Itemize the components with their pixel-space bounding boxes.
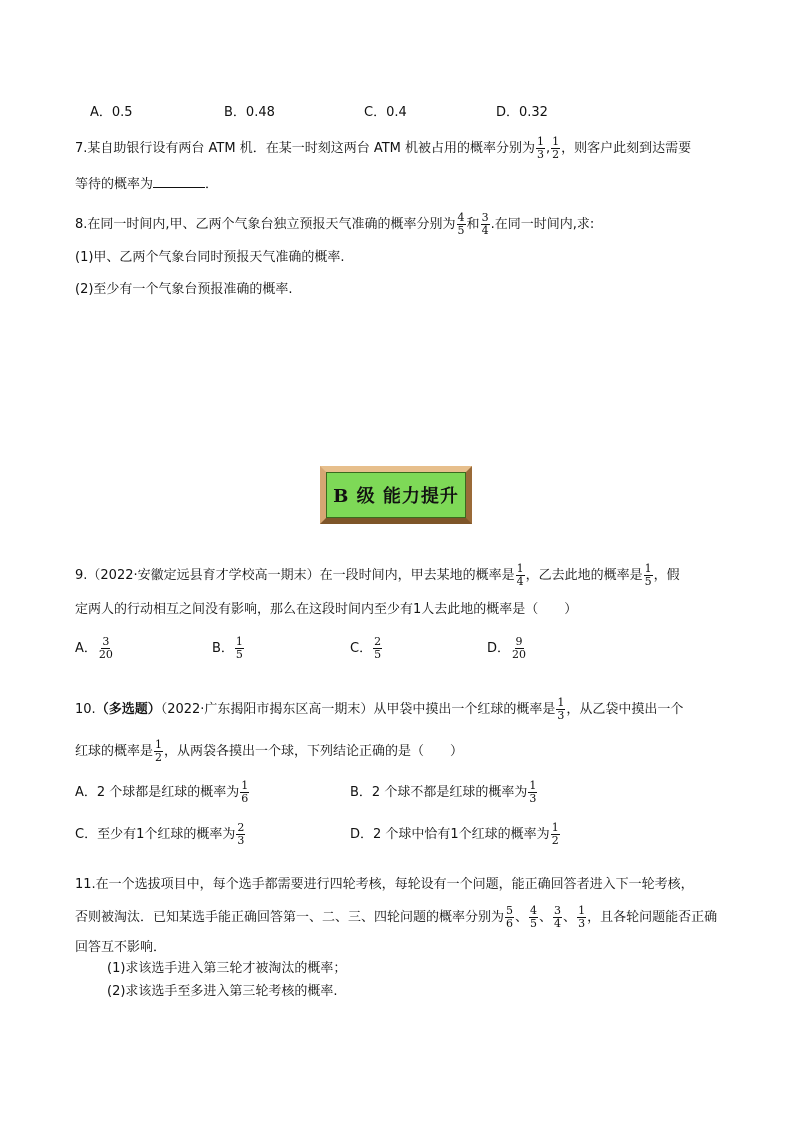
q10-line-1: 10.（多选题）（2022·广东揭阳市揭东区高一期末）从甲袋中摸出一个红球的概率是 $\frac{1}{3}$ ，从乙袋中摸出一个: [75, 696, 684, 722]
q9-line-2: 定两人的行动相互之间没有影响，那么在这段时间内至少有1人去此地的概率是（ ）: [75, 602, 578, 617]
q9-option-d: D． $\frac{9}{20}$: [487, 635, 527, 661]
q10-option-b: B．2 个球不都是红球的概率为 $\frac{1}{3}$: [350, 779, 537, 805]
q11-line-1: 11.在一个选拔项目中，每个选手都需要进行四轮考核，每轮设有一个问题，能正确回答者进入下一轮考核，: [75, 877, 694, 892]
q11-line-3: 回答互不影响．: [75, 940, 167, 955]
q9-option-a: A． $\frac{3}{20}$: [75, 635, 113, 661]
q6-option-d: D．0.32: [496, 105, 548, 120]
q8-line-1: 8.在同一时间内,甲、乙两个气象台独立预报天气准确的概率分别为 $\frac{4}{5}$ 和 $\frac{3}{4}$ .在同一时间内,求:: [75, 211, 595, 237]
q9-fraction-2: $\frac{1}{5}$: [644, 562, 652, 588]
q9-option-c: C． $\frac{2}{5}$: [350, 635, 382, 661]
q7-fraction-1: $\frac{1}{3}$: [537, 135, 545, 161]
q10-fraction-1: $\frac{1}{3}$: [557, 696, 565, 722]
q10-option-c: C．至少有1个红球的概率为 $\frac{2}{3}$: [75, 821, 245, 847]
q10-line-2: 红球的概率是 $\frac{1}{2}$ ，从两袋各摸出一个球，下列结论正确的是（ ）: [75, 738, 464, 764]
q11-subquestion-2: (2)求该选手至多进入第三轮考核的概率.: [107, 984, 338, 999]
q8-subquestion-1: (1)甲、乙两个气象台同时预报天气准确的概率.: [75, 250, 345, 265]
q7-line-1: 7.某自助银行设有两台 ATM 机．在某一时刻这两台 ATM 机被占用的概率分别为 $\frac{1}{3}$ , $\frac{1}{2}$ ，则客户此刻到达需要: [75, 135, 692, 161]
q10-option-d: D．2 个球中恰有1个红球的概率为 $\frac{1}{2}$: [350, 821, 559, 847]
q8-subquestion-2: (2)至少有一个气象台预报准确的概率.: [75, 282, 293, 297]
q7-fraction-2: $\frac{1}{2}$: [552, 135, 560, 161]
q6-option-a: A．0.5: [90, 105, 133, 120]
q6-option-b: B．0.48: [224, 105, 275, 120]
q10-fraction-2: $\frac{1}{2}$: [155, 738, 163, 764]
answer-blank: [153, 173, 205, 188]
q6-option-c: C．0.4: [364, 105, 407, 120]
q8-fraction-2: $\frac{3}{4}$: [481, 211, 489, 237]
section-banner: [320, 466, 472, 524]
q9-option-b: B． $\frac{1}{5}$: [212, 635, 243, 661]
multi-choice-tag: （多选题）: [95, 702, 161, 717]
q9-fraction-1: $\frac{1}{4}$: [516, 562, 524, 588]
q11-subquestion-1: (1)求该选手进入第三轮才被淘汰的概率；: [107, 961, 347, 976]
q7-line-2: 等待的概率为 ．: [75, 173, 218, 195]
q8-fraction-1: $\frac{4}{5}$: [457, 211, 465, 237]
section-banner-title: B 级 能力提升: [333, 486, 459, 507]
q9-line-1: 9.（2022·安徽定远县育才学校高一期末）在一段时间内，甲去某地的概率是 $\frac{1}{4}$ ，乙去此地的概率是 $\frac{1}{5}$ ，假: [75, 562, 680, 588]
q10-option-a: A．2 个球都是红球的概率为 $\frac{1}{6}$: [75, 779, 249, 805]
q11-line-2: 否则被淘汰．已知某选手能正确回答第一、二、三、四轮问题的概率分别为 $\frac{5}{6}$ 、 $\frac{4}{5}$ 、 $\frac{3}{4}$ 、 $\frac{1}{3}$ ，且各轮问题能否正确: [75, 904, 718, 930]
